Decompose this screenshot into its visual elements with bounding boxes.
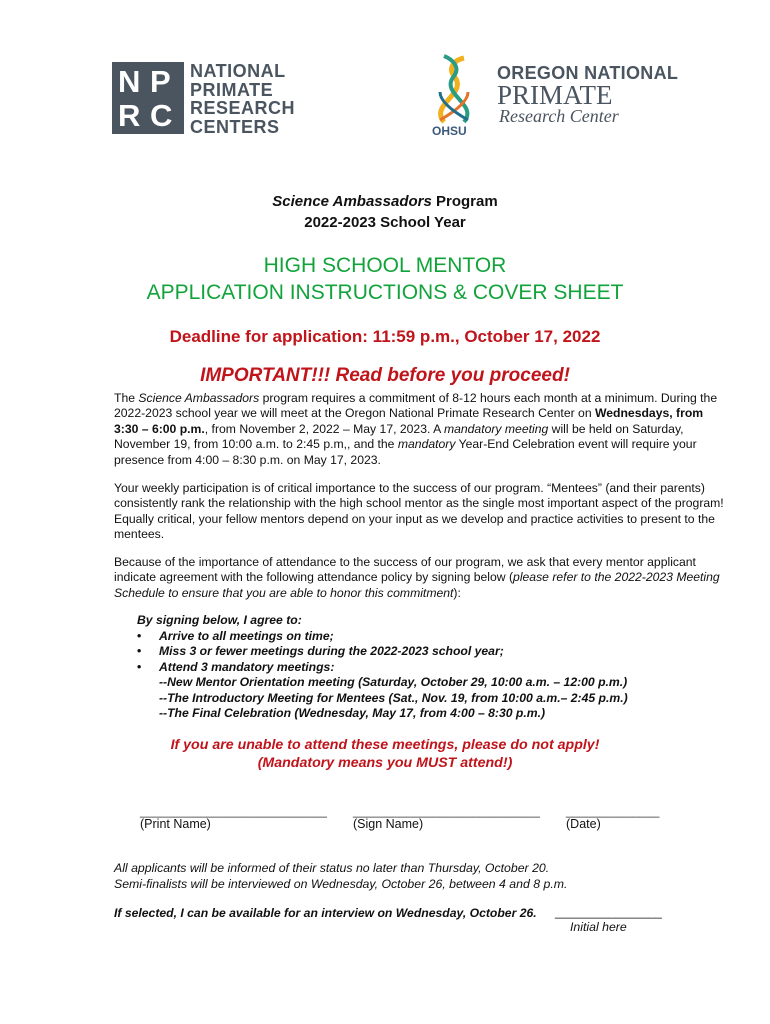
mandatory-meeting-item: --The Introductory Meeting for Mentees (Sat., Nov. 19, from 10:00 a.m.– 2:45 p.m.) (159, 690, 628, 705)
school-year: 2022-2023 School Year (304, 214, 466, 231)
text-run: , from November 2, 2022 – May 17, 2023. A (204, 421, 444, 436)
attendance-paragraph (114, 555, 724, 601)
initial-field[interactable]: ________________ (555, 905, 662, 919)
initial-label: Initial here (570, 920, 627, 934)
agreement-intro: By signing below, I agree to: (137, 613, 302, 627)
date-field[interactable]: ______________ (566, 804, 660, 818)
nprc-line: PRIMATE (190, 79, 274, 100)
nprc-line: NATIONAL (190, 61, 286, 81)
warning-line1: If you are unable to attend these meetings, please do not apply! (170, 737, 600, 753)
warning-line2: (Mandatory means you MUST attend!) (257, 755, 513, 771)
onprc-logo-line3: Research Center (499, 106, 619, 126)
status-notes (114, 861, 567, 892)
commitment-paragraph (114, 391, 724, 468)
nprc-letter-p: P (150, 64, 171, 99)
text-run: Because of the importance of attendance to the success of our program, we ask that every mentor applicant indicate agreement with the following attendance policy by signing below ( (114, 555, 696, 585)
agreement-list (137, 613, 628, 722)
sign-name-field[interactable]: ____________________________ (353, 804, 540, 818)
sign-name-label: (Sign Name) (353, 817, 424, 831)
application-deadline: Deadline for application: 11:59 p.m., October 17, 2022 (169, 327, 601, 346)
program-name: Science Ambassadors (272, 193, 432, 210)
text-run: Science Ambassadors (138, 391, 260, 405)
ohsu-label: OHSU (432, 124, 467, 138)
page-title-line2: APPLICATION INSTRUCTIONS & COVER SHEET (146, 281, 624, 304)
list-item: • Miss 3 or fewer meetings during the 2022-2023 school year; (159, 644, 628, 660)
interview-statement: If selected, I can be available for an interview on Wednesday, October 26. (114, 906, 537, 920)
nprc-letter-c: C (150, 98, 173, 133)
text-run: Wednesdays, from 3:30 – 6:00 p.m. (114, 406, 704, 436)
nprc-letter-r: R (118, 98, 141, 133)
text-run: mandatory meeting (443, 421, 549, 436)
text-run: The (114, 391, 139, 405)
onprc-logo-line1: OREGON NATIONAL (497, 63, 679, 83)
mandatory-meeting-item: --New Mentor Orientation meeting (Saturday, October 29, 10:00 a.m. – 12:00 p.m.) (159, 675, 628, 689)
list-item: • Arrive to all meetings on time; (159, 629, 628, 645)
nprc-line: RESEARCH (190, 98, 296, 118)
text-run: Year-End Celebration event will require your presence from 4:00 – 8:30 p.m. on May 17, 2023. (114, 437, 697, 467)
date-label: (Date) (566, 817, 601, 831)
important-notice: IMPORTANT!!! Read before you proceed! (200, 365, 570, 386)
nprc-logo-text (190, 62, 295, 136)
program-title (0, 193, 770, 210)
status-note-line: All applicants will be informed of their status no later than Thursday, October 20. (114, 861, 550, 875)
nprc-line: CENTERS (190, 116, 280, 137)
text-run: will be held on Saturday, November 19, from 10:00 a.m. to 2:45 p.m,, and the (114, 421, 684, 452)
mandatory-meeting-item: --The Final Celebration (Wednesday, May 17, from 4:00 – 8:30 p.m.) (159, 706, 546, 720)
program-suffix: Program (431, 193, 498, 210)
text-run: mandatory (397, 437, 456, 452)
nprc-letter-n: N (118, 64, 141, 99)
text-run: program requires a commitment of 8-12 hours each month at a minimum. During the 2022-2023 school year we will meet at the Oregon National Primate Research Center on (114, 391, 718, 421)
onprc-logo-line2: PRIMATE (497, 80, 613, 110)
print-name-field[interactable]: ____________________________ (140, 804, 327, 818)
nprc-logo-mark (112, 62, 184, 134)
participation-paragraph: Your weekly participation is of critical importance to the success of our program. “Mentees” (and their parents) consistently rank the relationship with the high school mentor as the single most important aspect of the program! Equally critical, your fellow mentors depend on your input as we develop and practice activities to present to the mentees. (114, 481, 724, 542)
status-note-line: Semi-finalists will be interviewed on Wednesday, October 26, between 4 and 8 p.m. (114, 876, 568, 891)
text-run: ): (453, 585, 461, 600)
page-title-line1: HIGH SCHOOL MENTOR (263, 254, 507, 277)
text-run: please refer to the 2022-2023 Meeting Schedule to ensure that you are able to honor this commitment (114, 570, 720, 600)
print-name-label: (Print Name) (140, 817, 211, 831)
list-item: • Attend 3 mandatory meetings: (159, 660, 628, 676)
